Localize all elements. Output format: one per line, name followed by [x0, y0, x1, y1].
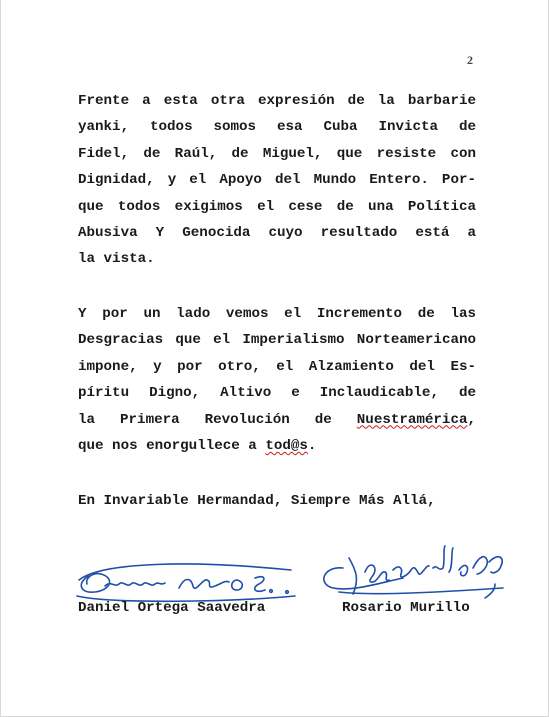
- text-line-content: Y por un lado vemos el Incremento de las: [78, 306, 476, 322]
- text-line-content: la vista.: [78, 251, 155, 268]
- text-line-content: que todos exigimos el cese de una Política: [78, 198, 476, 215]
- closing-text: En Invariable Hermandad, Siempre Más Allá,: [78, 493, 436, 509]
- punctuation: .: [307, 437, 317, 454]
- paragraph-2: [78, 301, 476, 459]
- text-line-content: Abusiva Y Genocida cuyo resultado está a: [78, 224, 476, 241]
- signer-name-left: Daniel Ortega Saavedra: [78, 600, 266, 616]
- text-line: [78, 380, 476, 406]
- text-line-content: la Primera Revolución de: [78, 411, 357, 428]
- text-line-content: impone, y por otro, el Alzamiento del Es-: [78, 358, 476, 375]
- text-line: [78, 301, 476, 327]
- text-line: [78, 194, 476, 220]
- punctuation: ,: [467, 411, 476, 428]
- text-line: [78, 114, 476, 140]
- text-line-content: Fidel, de Raúl, de Miguel, que resiste con: [78, 145, 476, 162]
- text-line: [78, 220, 476, 246]
- spellcheck-word: Nuestramérica: [356, 411, 468, 428]
- text-line-content: yanki, todos somos esa Cuba Invicta de: [78, 119, 476, 136]
- closing-line: [78, 488, 476, 514]
- signer-name-right: Rosario Murillo: [342, 600, 470, 616]
- text-line: [78, 354, 476, 380]
- text-line: [78, 88, 476, 114]
- text-line-content: píritu Digno, Altivo e Inclaudicable, de: [78, 385, 476, 402]
- text-line: [78, 167, 476, 193]
- text-line: [78, 407, 476, 433]
- paragraph-1: [78, 88, 476, 273]
- text-line-content: Desgracias que el Imperialismo Norteamericano: [78, 332, 476, 349]
- text-line: [78, 141, 476, 167]
- text-line: [78, 327, 476, 353]
- text-line: [78, 433, 476, 459]
- spellcheck-word: tod@s: [265, 437, 308, 454]
- text-line-content: Frente a esta otra expresión de la barbarie: [78, 93, 476, 109]
- text-line-content: Dignidad, y el Apoyo del Mundo Entero. Por-: [78, 172, 476, 189]
- signature-rosario-murillo: [313, 538, 513, 608]
- text-line-content: que nos enorgullece a: [78, 437, 266, 454]
- text-line: [78, 246, 476, 272]
- page-number: 2: [467, 53, 473, 67]
